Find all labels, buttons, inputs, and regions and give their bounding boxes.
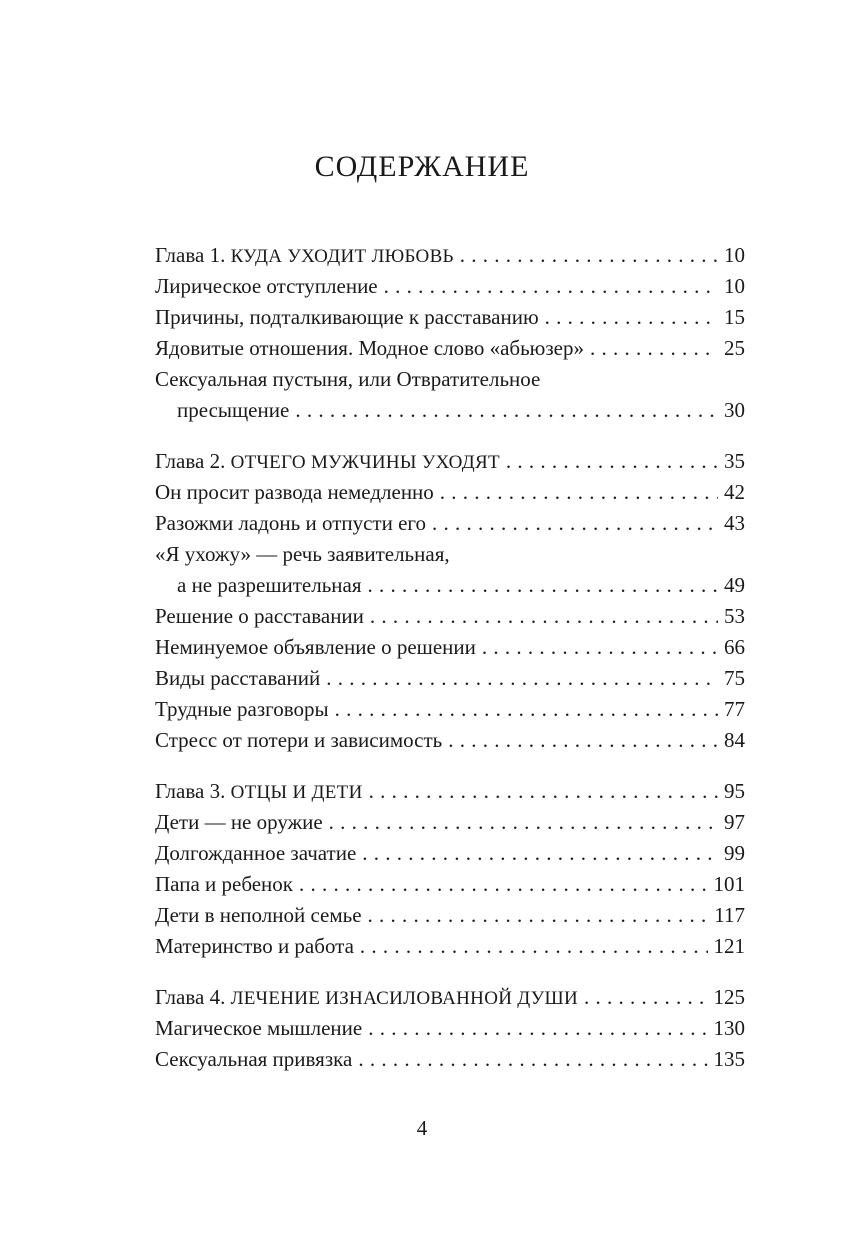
page-ref: 95 xyxy=(724,779,745,803)
page-ref: 130 xyxy=(713,1016,745,1040)
chapter-name: КУДА УХОДИТ ЛЮБОВЬ xyxy=(230,246,454,267)
entry-title: Причины, подталкивающие к расставанию xyxy=(155,305,539,329)
chapter-name: ОТЦЫ И ДЕТИ xyxy=(230,782,363,803)
toc-entry[interactable] xyxy=(155,931,745,962)
dot-leader xyxy=(482,632,718,663)
chapter-label: Глава 3. xyxy=(155,779,231,803)
entry-title: Решение о расставании xyxy=(155,604,364,628)
entry-title-line1: Сексуальная пустыня, или Отвратительное xyxy=(155,367,541,391)
chapter-title xyxy=(155,240,454,272)
dot-leader xyxy=(432,508,718,539)
page-ref: 43 xyxy=(724,511,745,535)
toc-entry[interactable] xyxy=(155,807,745,838)
entry-title: Сексуальная привязка xyxy=(155,1047,353,1071)
entry-title: Папа и ребенок xyxy=(155,872,293,896)
page-ref: 53 xyxy=(724,604,745,628)
page-ref: 10 xyxy=(724,243,745,267)
entry-title: Неминуемое объявление о решении xyxy=(155,635,476,659)
toc-entry[interactable] xyxy=(155,869,745,900)
entry-title: Магическое мышление xyxy=(155,1016,363,1040)
dot-leader xyxy=(545,302,718,333)
dot-leader xyxy=(358,1044,707,1075)
chapter-label: Глава 2. xyxy=(155,449,231,473)
chapter-label: Глава 1. xyxy=(155,243,231,267)
entry-title: Долгожданное зачатие xyxy=(155,841,357,865)
toc-chapter-4[interactable] xyxy=(155,982,745,1013)
dot-leader xyxy=(368,1013,707,1044)
dot-leader xyxy=(460,240,718,271)
page-ref: 97 xyxy=(724,810,745,834)
chapter-name: ЛЕЧЕНИЕ ИЗНАСИЛОВАННОЙ ДУШИ xyxy=(230,988,579,1009)
toc-entry[interactable] xyxy=(155,271,745,302)
page-ref: 84 xyxy=(724,728,745,752)
dot-leader xyxy=(335,694,718,725)
entry-title: Стресс от потери и зависимость xyxy=(155,728,443,752)
dot-leader xyxy=(590,333,718,364)
dot-leader xyxy=(368,570,719,601)
chapter-label: Глава 4. xyxy=(155,985,231,1009)
page-ref: 99 xyxy=(724,841,745,865)
toc-chapter-3[interactable] xyxy=(155,776,745,807)
toc-entry[interactable] xyxy=(155,1044,745,1075)
dot-leader xyxy=(299,869,708,900)
chapter-title xyxy=(155,446,500,478)
toc-entry[interactable] xyxy=(155,1013,745,1044)
page-ref: 135 xyxy=(713,1047,745,1071)
dot-leader xyxy=(360,931,708,962)
entry-title: Виды расставаний xyxy=(155,666,321,690)
page-ref: 117 xyxy=(714,903,745,927)
toc-entry[interactable] xyxy=(155,725,745,756)
toc-entry[interactable] xyxy=(155,838,745,869)
page-ref: 101 xyxy=(713,872,745,896)
dot-leader xyxy=(506,446,718,477)
entry-title: Ядовитые отношения. Модное слово «абьюзер» xyxy=(155,336,584,360)
toc-entry[interactable] xyxy=(155,477,745,508)
entry-title: Дети в неполной семье xyxy=(155,903,362,927)
table-of-contents xyxy=(155,240,745,1075)
page-ref: 35 xyxy=(724,449,745,473)
dot-leader xyxy=(369,776,718,807)
toc-entry[interactable] xyxy=(155,508,745,539)
page-ref: 42 xyxy=(724,480,745,504)
toc-entry[interactable] xyxy=(155,302,745,333)
page-ref: 49 xyxy=(724,573,745,597)
toc-chapter-1[interactable] xyxy=(155,240,745,271)
toc-entry[interactable] xyxy=(155,632,745,663)
entry-title: Материнство и работа xyxy=(155,934,354,958)
entry-title: Он просит развода немедленно xyxy=(155,480,434,504)
dot-leader xyxy=(440,477,718,508)
dot-leader xyxy=(370,601,718,632)
dot-leader xyxy=(368,900,709,931)
dot-leader xyxy=(326,663,718,694)
entry-title-line2: а не разрешительная xyxy=(177,573,362,597)
toc-entry[interactable] xyxy=(155,601,745,632)
entry-title: Дети — не оружие xyxy=(155,810,323,834)
page-ref: 121 xyxy=(713,934,745,958)
chapter-title xyxy=(155,982,578,1014)
page-title: СОДЕРЖАНИЕ xyxy=(314,150,530,183)
toc-entry[interactable] xyxy=(155,694,745,725)
page-ref: 125 xyxy=(713,985,745,1009)
dot-leader xyxy=(329,807,718,838)
entry-title-line2: пресыщение xyxy=(177,398,290,422)
page-number: 4 xyxy=(416,1116,428,1140)
dot-leader xyxy=(448,725,718,756)
toc-entry[interactable] xyxy=(155,900,745,931)
toc-entry-multiline[interactable] xyxy=(155,539,745,601)
entry-title: Трудные разговоры xyxy=(155,697,329,721)
page-ref: 15 xyxy=(724,305,745,329)
page-ref: 10 xyxy=(724,274,745,298)
dot-leader xyxy=(384,271,718,302)
entry-title: Разожми ладонь и отпусти его xyxy=(155,511,427,535)
dot-leader xyxy=(584,982,707,1013)
toc-entry[interactable] xyxy=(155,663,745,694)
page-ref: 66 xyxy=(724,635,745,659)
page-ref: 75 xyxy=(724,666,745,690)
page-ref: 30 xyxy=(724,398,745,422)
toc-entry-multiline[interactable] xyxy=(155,364,745,426)
page-ref: 77 xyxy=(724,697,745,721)
dot-leader xyxy=(362,838,718,869)
chapter-title xyxy=(155,776,363,808)
page-ref: 25 xyxy=(724,336,745,360)
chapter-name: ОТЧЕГО МУЖЧИНЫ УХОДЯТ xyxy=(230,452,500,473)
toc-chapter-2[interactable] xyxy=(155,446,745,477)
dot-leader xyxy=(295,395,718,426)
toc-entry[interactable] xyxy=(155,333,745,364)
entry-title-line1: «Я ухожу» — речь заявительная, xyxy=(155,542,450,566)
entry-title: Лирическое отступление xyxy=(155,274,378,298)
